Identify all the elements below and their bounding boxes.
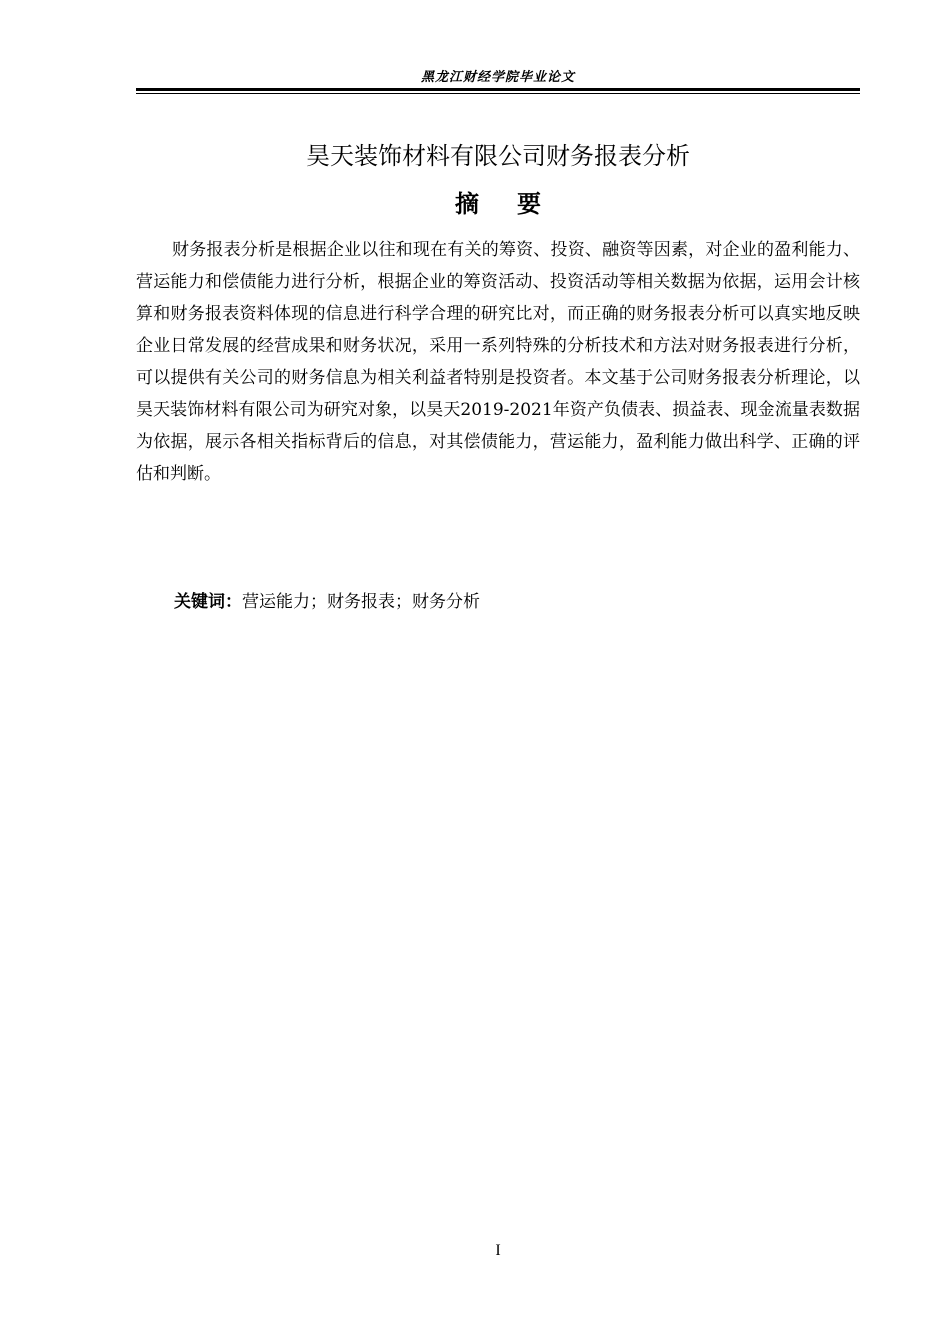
abstract-heading: 摘要 — [455, 190, 579, 218]
header-rule-thick — [136, 88, 860, 91]
document-title: 昊天装饰材料有限公司财务报表分析 — [306, 142, 690, 170]
keywords-label: 关键词： — [174, 592, 242, 612]
page-number: I — [495, 1242, 501, 1259]
abstract-paragraph: 财务报表分析是根据企业以往和现在有关的筹资、投资、融资等因素，对企业的盈利能力、营运能力和偿债能力进行分析，根据企业的筹资活动、投资活动等相关数据为依据，运用会计核算和财务报表资料体现的信息进行科学合理的研究比对，而正确的财务报表分析可以真实地反映企业日常发展的经营成果和财务状况，采用一系列特殊的分析技术和方法对财务报表进行分析，可以提供有关公司的财务信息为相关利益者特别是投资者。本文基于公司财务报表分析理论，以昊天装饰材料有限公司为研究对象，以昊天2019-2021年资产负债表、损益表、现金流量表数据为依据，展示各相关指标背后的信息，对其偿债能力，营运能力，盈利能力做出科学、正确的评估和判断。 — [136, 240, 860, 484]
keywords-line — [174, 588, 860, 616]
header-rule-thin — [136, 93, 860, 94]
running-header: 黑龙江财经学院毕业论文 — [420, 70, 575, 85]
keywords-text: 营运能力；财务报表；财务分析 — [242, 592, 480, 612]
